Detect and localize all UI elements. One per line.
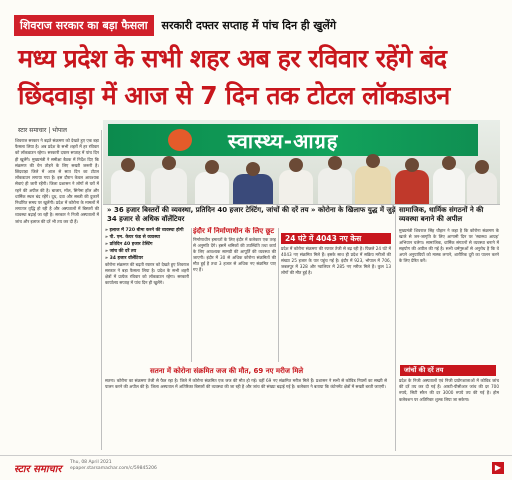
person-head xyxy=(442,156,456,170)
strap-red-label: शिवराज सरकार का बड़ा फैसला xyxy=(14,15,154,36)
column-divider xyxy=(395,206,396,451)
person-head xyxy=(475,160,489,174)
lower-story-text: सतना। कोरोना का संक्रमण तेजी से फैल रहा है। जिले में कोरोना संक्रमित एक जज की मौत हो गई। वहीं 69 नए संक्रमित मरीज मिले हैं। प्रशासन ने सभी से कोविड नियमों का सख्ती से पालन करने की अपील की है। जिला अस्पताल में अतिरिक्त बिस्तरों की व्यवस्था की जा रही है और जांच की संख्या बढ़ाई गई है। कलेक्टर ने बताया कि कंटेनमेंट क्षेत्रों में सख्ती बरती जाएगी। xyxy=(105,378,387,390)
left-column-text: शिवराज सरकार ने बढ़ते संक्रमण को देखते हुए एक बड़ा फैसला लिया है। अब प्रदेश के सभी शहरों में हर रविवार को लॉकडाउन रहेगा। सरकारी दफ्तर सप्ताह में पांच दिन ही खुलेंगे। मुख्यमंत्री ने समीक्षा बैठक में निर्देश दिए कि संक्रमण की चेन तोड़ने के लिए सख्ती जरूरी है। छिंदवाड़ा जिले में आज से सात दिन का टोटल लॉकडाउन लगाया गया है। इस दौरान केवल आवश्यक सेवाएं ही जारी रहेंगी। जिला प्रशासन ने लोगों से घरों में रहने की अपील की है। बाजार, मॉल, सिनेमा हॉल और धार्मिक स्थल बंद रहेंगे। दूध, दवा और सब्जी की दुकानें निर्धारित समय पर खुलेंगी। प्रदेश में कोरोना के मामलों में लगातार वृद्धि हो रही है और अस्पतालों में बिस्तरों की व्यवस्था बढ़ाई जा रही है। सरकार ने निजी अस्पतालों में जांच और इलाज की दरें भी तय कर दी हैं। xyxy=(15,138,99,224)
top-strap xyxy=(14,14,336,36)
rates-box xyxy=(399,378,499,450)
lower-story xyxy=(105,378,387,450)
person-figure xyxy=(195,172,229,204)
left-column xyxy=(15,138,99,450)
person-figure xyxy=(233,174,273,204)
news-photo xyxy=(103,120,500,205)
column-b-title: इंदौर में निर्माणाधीन के लिए छूट xyxy=(193,227,275,235)
person-head xyxy=(289,158,303,172)
footer-brand: स्टार समाचार xyxy=(14,464,62,475)
byline: स्टार समाचार | भोपाल xyxy=(18,127,67,134)
side-headline: सामाजिक, धार्मिक संगठनों ने की व्यवस्था बनाने की अपील xyxy=(399,206,484,223)
sub-headline: » 36 हजार बिस्तरों की व्यवस्था, प्रतिदिन 40 हजार टेस्टिंग, जांचों की दरें तय » कोरोना के खिलाफ युद्ध में जुड़े 34 हजार से अधिक वॉलेंटियर xyxy=(107,206,396,223)
column-b xyxy=(193,227,276,362)
person-head xyxy=(121,158,135,172)
person-head xyxy=(205,160,219,174)
cases-box-title: 24 घंटे में 4043 नए केस xyxy=(281,233,391,244)
footer-dateline xyxy=(70,460,157,472)
bullet-item: » इलाज में 720 बीमा करने की व्यवस्था होगी xyxy=(105,228,184,233)
person-head xyxy=(366,154,380,168)
column-a-text: कोरोना संक्रमण की बढ़ती रफ्तार को देखते हुए शिवराज सरकार ने बड़ा फैसला लिया है। प्रदेश के सभी शहरी क्षेत्रों में प्रत्येक रविवार को लॉकडाउन रहेगा। सरकारी कार्यालय सप्ताह में पांच दिन ही खुलेंगे। xyxy=(105,262,189,286)
footer-date: Thu, 08 April 2021 xyxy=(70,460,112,465)
person-head xyxy=(162,156,176,170)
column-b-text: निर्माणाधीन इमारतों के लिए इंदौर में कलेक्टर एक तरह से अनुमति देंगे। इसमें श्रमिकों की उपस्थिति तथा कार्य के लिए आवश्यक सामग्री की आपूर्ति की व्यवस्था की जाएगी। इंदौर में 30 से अधिक कोरोना संक्रमितों की मौत हुई है तथा 3 हजार से अधिक नए संक्रमित पाए गए हैं। xyxy=(193,237,276,273)
column-a xyxy=(105,227,189,357)
cases-box-text-wrap xyxy=(281,246,391,366)
corner-icon: ▶ xyxy=(492,462,504,474)
rates-box-title: जांचों की दरें तय xyxy=(400,365,496,376)
lower-headline: सतना में कोरोना संक्रमित जज की मौत, 69 नए मरीज मिले xyxy=(150,367,304,375)
person-figure xyxy=(318,168,352,204)
person-figure xyxy=(467,172,497,204)
photo-banner xyxy=(108,124,478,156)
person-figure xyxy=(355,166,391,204)
bullet-item: » जांच की दरें तय xyxy=(105,249,137,254)
person-figure xyxy=(151,168,187,204)
bullet-item: » प्रतिदिन 40 हजार टेस्टिंग xyxy=(105,242,153,247)
banner-emblem xyxy=(168,129,192,151)
bullet-item: » पी. एम. केयर फंड से व्यवस्था xyxy=(105,235,160,240)
bullet-item: » 34 हजार वॉलेंटियर xyxy=(105,256,143,261)
person-head xyxy=(246,162,260,176)
cases-box-text: प्रदेश में कोरोना संक्रमण की रफ्तार तेजी से बढ़ रही है। पिछले 24 घंटे में 4043 नए संक्रमित मिले हैं। इसके साथ ही प्रदेश में सक्रिय मरीजों की संख्या 25 हजार के पार पहुंच गई है। इंदौर में 923, भोपाल में 706, जबलपुर में 328 और ग्वालियर में 285 नए मरीज मिले हैं। कुल 13 लोगों की मौत हुई है। xyxy=(281,246,391,276)
person-figure xyxy=(433,168,465,204)
person-figure xyxy=(395,170,429,204)
person-figure xyxy=(111,170,145,204)
column-divider xyxy=(191,228,192,362)
person-figure xyxy=(279,170,313,204)
column-d-text: मुख्यमंत्री शिवराज सिंह चौहान ने कहा है कि कोरोना संक्रमण के खतरे से जन-जागृति के लिए आगामी दिन पर 'स्वास्थ्य आग्रह' अभियान चलेगा। सामाजिक, धार्मिक संगठनों से व्यवस्था बनाने में सहयोग की अपील की गई है। सभी धर्मगुरुओं से अनुरोध है कि वे अपने अनुयायियों को मास्क लगाने, शारीरिक दूरी का पालन करने के लिए प्रेरित करें। xyxy=(399,228,499,264)
rates-box-text: प्रदेश के निजी अस्पतालों एवं निजी प्रयोगशालाओं में कोविड जांच की दरें तय कर दी गई हैं। आरटी-पीसीआर जांच की दर 700 रुपये, सिटी स्कैन की दर 3000 रुपये तय की गई है। होम कलेक्शन पर अतिरिक्त शुल्क लिया जा सकेगा। xyxy=(399,378,499,402)
main-headline-line2: छिंदवाड़ा में आज से 7 दिन तक टोटल लॉकडाउन xyxy=(18,81,450,110)
banner-text: स्वास्थ्य-आग्रह xyxy=(228,129,339,153)
person-head xyxy=(405,158,419,172)
column-divider xyxy=(101,130,102,450)
person-head xyxy=(328,156,342,170)
footer-url: epaper.starsamachar.com/c/59845206 xyxy=(70,466,157,471)
column-divider xyxy=(278,228,279,362)
strap-text: सरकारी दफ्तर सप्ताह में पांच दिन ही खुलेंगे xyxy=(161,18,337,32)
column-d xyxy=(399,228,499,366)
main-headline-line1: मध्य प्रदेश के सभी शहर अब हर रविवार रहेंगे बंद xyxy=(18,44,447,73)
